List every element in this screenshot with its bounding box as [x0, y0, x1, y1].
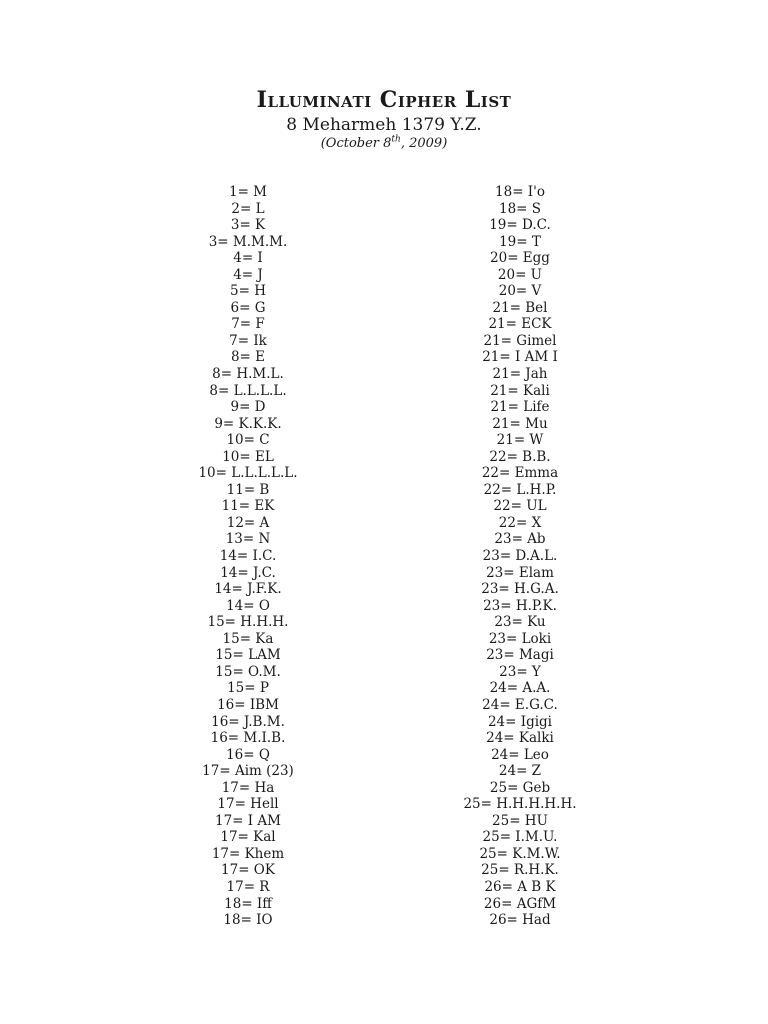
cipher-entry: 7= F [231, 316, 265, 333]
cipher-entry: 24= Leo [491, 746, 549, 763]
cipher-entry: 2= L [231, 200, 265, 217]
cipher-entry: 24= A.A. [489, 680, 551, 697]
cipher-entry: 21= Kali [490, 382, 550, 399]
cipher-entry: 25= I.M.U. [482, 829, 558, 846]
cipher-entry: 22= X [498, 514, 542, 531]
cipher-entry: 17= Hell [217, 796, 279, 813]
cipher-list-right-column [400, 184, 640, 929]
cipher-entry: 3= M.M.M. [208, 233, 288, 250]
cipher-entry: 23= H.P.K. [483, 597, 557, 614]
cipher-entry: 15= H.H.H. [207, 614, 289, 631]
cipher-entry: 22= Emma [481, 465, 559, 482]
cipher-entry: 23= Y [499, 663, 541, 680]
cipher-entry: 11= B [226, 481, 270, 498]
cipher-entry: 1= M [228, 184, 267, 200]
cipher-entry: 23= Magi [486, 647, 554, 664]
cipher-entry: 4= J [233, 266, 263, 283]
cipher-entry: 13= N [225, 531, 271, 548]
cipher-entry: 25= H.H.H.H.H. [463, 796, 577, 813]
cipher-entry: 20= Egg [490, 250, 550, 267]
cipher-entry: 21= W [496, 432, 544, 449]
cipher-entry: 23= D.A.L. [482, 548, 558, 565]
cipher-entry: 21= Mu [492, 415, 548, 432]
cipher-entry: 15= LAM [215, 647, 281, 664]
cipher-entry: 8= L.L.L.L. [209, 382, 287, 399]
cipher-entry: 17= Khem [211, 845, 285, 862]
cipher-entry: 9= K.K.K. [214, 415, 282, 432]
cipher-entry: 5= H [230, 283, 266, 300]
cipher-entry: 18= S [498, 200, 542, 217]
cipher-entry: 8= E [230, 349, 266, 366]
gregorian-date-prefix: (October 8 [320, 136, 392, 151]
cipher-entry: 26= AGfM [483, 895, 557, 912]
cipher-entry: 17= I AM [215, 812, 281, 829]
cipher-entry: 24= E.G.C. [482, 696, 558, 713]
cipher-entry: 21= I AM I [482, 349, 558, 366]
cipher-entry: 16= M.I.B. [210, 730, 286, 747]
gregorian-date-ordinal: th [391, 134, 401, 145]
cipher-entry: 16= Q [226, 746, 270, 763]
cipher-entry: 18= Iff [224, 895, 272, 912]
cipher-entry: 3= K [230, 217, 266, 234]
cipher-entry: 15= O.M. [215, 663, 281, 680]
cipher-entry: 25= HU [492, 812, 548, 829]
cipher-entry: 17= Kal [220, 829, 276, 846]
cipher-entry: 17= R [226, 878, 270, 895]
cipher-entry: 4= I [233, 250, 263, 267]
cipher-entry: 16= IBM [217, 696, 279, 713]
cipher-entry: 21= ECK [488, 316, 552, 333]
cipher-entry: 17= OK [221, 862, 275, 879]
cipher-entry: 20= V [498, 283, 542, 300]
cipher-entry: 21= Jah [492, 366, 548, 383]
cipher-entry: 20= U [497, 266, 543, 283]
cipher-entry: 23= Ku [494, 614, 546, 631]
cipher-entry: 18= IO [223, 912, 273, 929]
cipher-entry: 10= EL [222, 448, 274, 465]
cipher-list-left-column [128, 184, 368, 929]
cipher-entry: 22= L.H.P. [483, 481, 557, 498]
cipher-entry: 23= H.G.A. [481, 581, 559, 598]
cipher-entry: 21= Life [490, 399, 550, 416]
cipher-entry: 23= Ab [494, 531, 546, 548]
cipher-entry: 19= D.C. [489, 217, 551, 234]
cipher-entry: 12= A [226, 514, 270, 531]
cipher-entry: 8= H.M.L. [212, 366, 284, 383]
cipher-entry: 25= K.M.W. [479, 845, 561, 862]
cipher-entry: 10= L.L.L.L.L. [198, 465, 298, 482]
cipher-entry: 9= D [230, 399, 266, 416]
cipher-entry: 17= Ha [221, 779, 275, 796]
cipher-entry: 21= Gimel [483, 332, 557, 349]
cipher-entry: 6= G [230, 299, 266, 316]
cipher-entry: 23= Loki [488, 630, 552, 647]
cipher-entry: 22= B.B. [489, 448, 551, 465]
cipher-entry: 26= Had [489, 912, 551, 929]
cipher-entry: 15= P [227, 680, 269, 697]
cipher-entry: 11= EK [221, 498, 275, 515]
cipher-entry: 19= T [499, 233, 541, 250]
cipher-entry: 10= C [226, 432, 270, 449]
cipher-entry: 14= J.F.K. [214, 581, 282, 598]
cipher-entry: 14= O [226, 597, 270, 614]
gregorian-date [0, 135, 768, 153]
cipher-entry: 22= UL [493, 498, 547, 515]
cipher-entry: 14= I.C. [219, 548, 277, 565]
cipher-entry: 25= Geb [489, 779, 551, 796]
cipher-entry: 17= Aim (23) [202, 763, 294, 780]
cipher-entry: 25= R.H.K. [481, 862, 559, 879]
document-subtitle-date: 8 Meharmeh 1379 Y.Z. [286, 115, 482, 135]
cipher-entry: 15= Ka [222, 630, 274, 647]
cipher-entry: 23= Elam [486, 564, 554, 581]
cipher-entry: 16= J.B.M. [211, 713, 285, 730]
document-title: Illuminati Cipher List [256, 87, 512, 113]
cipher-entry: 24= Kalki [486, 730, 554, 747]
gregorian-date-suffix: , 2009) [400, 136, 448, 151]
cipher-entry: 26= A B K [484, 878, 556, 895]
cipher-entry: 24= Igigi [487, 713, 553, 730]
cipher-entry: 7= Ik [229, 332, 267, 349]
cipher-entry: 14= J.C. [220, 564, 276, 581]
cipher-entry: 18= I'o [495, 184, 545, 200]
cipher-entry: 21= Bel [492, 299, 548, 316]
cipher-entry: 24= Z [498, 763, 542, 780]
